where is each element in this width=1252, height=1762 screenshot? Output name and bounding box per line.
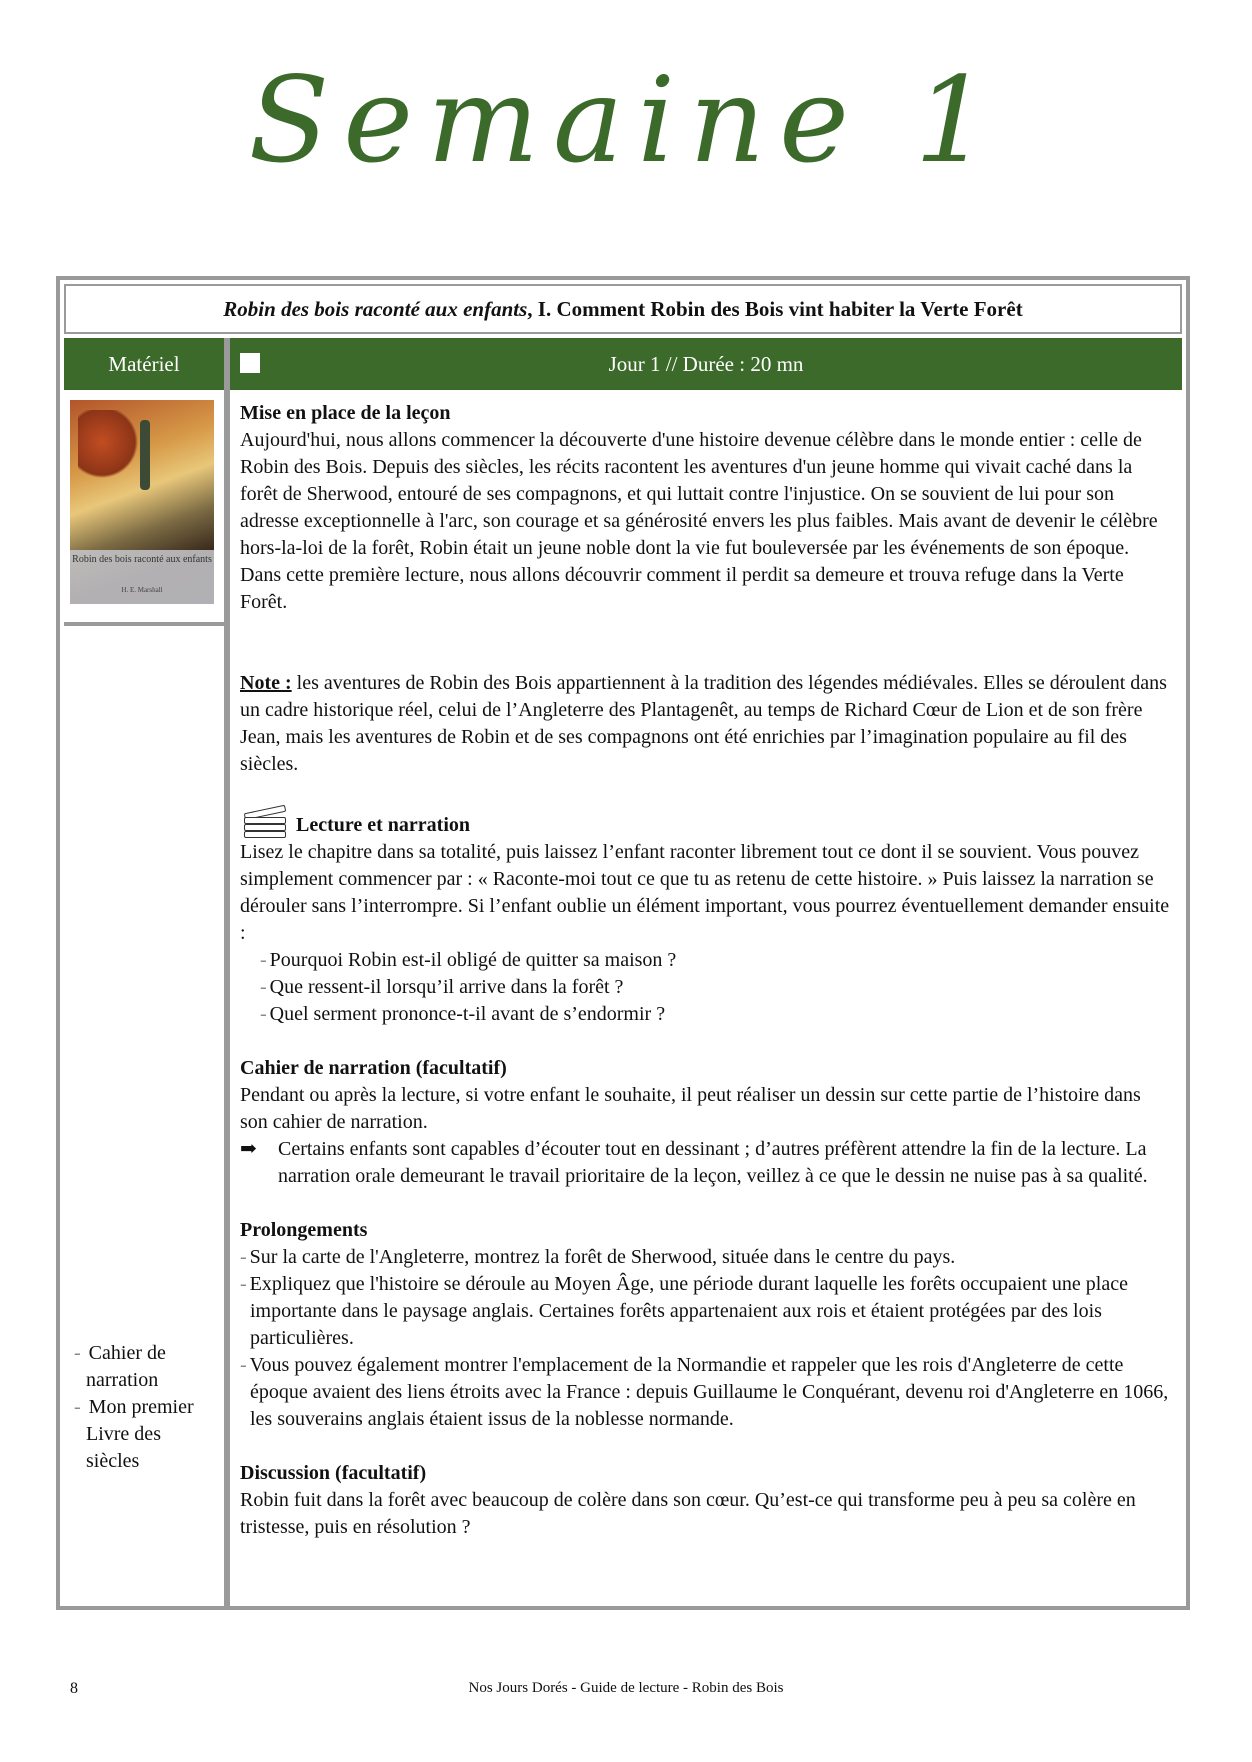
list-item: - Sur la carte de l'Angleterre, montrez la forêt de Sherwood, située dans le centre du pays. <box>240 1246 956 1268</box>
list-item: - Mon premier Livre des siècles <box>74 1396 194 1472</box>
cover-tree <box>78 410 138 490</box>
list-item: - Que ressent-il lorsqu’il arrive dans la forêt ? <box>260 976 624 998</box>
book-title: Robin des bois raconté aux enfants <box>223 297 528 321</box>
cover-archer <box>140 420 150 490</box>
section-text-mise: Aujourd'hui, nous allons commencer la découverte d'une histoire devenue célèbre dans le monde entier : celle de Robin des Bois. Depuis des siècles, les récits racontent les aventures d'un jeune homme qui vivait caché dans la forêt de Sherwood, entouré de ses compagnons, et qui luttait contre l'injustice. On se souvient de lui pour son adresse exceptionnelle à l'arc, son courage et sa générosité envers les plus faibles. Mais avant de devenir le célèbre hors-la-loi de la forêt, Robin était un jeune noble dont la vie fut bouleversée par les événements de son époque. Dans cette première lecture, nous allons découvrir comment il perdit sa demeure et trouva refuge dans la Verte Forêt. <box>240 429 1158 613</box>
cahier-note <box>240 1136 1170 1190</box>
day-header <box>230 338 1182 390</box>
list-item: - Vous pouvez également montrer l'emplacement de la Normandie et rappeler que les rois d'Angleterre de cette époque avaient des liens étroits avec la France : depuis Guillaume le Conquérant, devenu roi d'Angleterre en 1066, les souverains anglais étaient issus de la noblesse normande. <box>240 1354 1169 1430</box>
chapter-title: , I. Comment Robin des Bois vint habiter la Verte Forêt <box>527 297 1023 321</box>
column-divider <box>224 338 230 1606</box>
list-item: - Pourquoi Robin est-il obligé de quitter sa maison ? <box>260 949 677 971</box>
lesson-content <box>240 400 1170 1541</box>
section-title-cahier: Cahier de narration (facultatif) <box>240 1057 507 1079</box>
section-title-discussion: Discussion (facultatif) <box>240 1462 427 1484</box>
footer-text: Nos Jours Dorés - Guide de lecture - Robin des Bois <box>468 1680 784 1696</box>
section-title-lecture: Lecture et narration <box>240 805 1170 839</box>
chapter-header <box>64 284 1182 334</box>
list-item: - Cahier de narration <box>74 1342 166 1391</box>
list-item: - Quel serment prononce-t-il avant de s’endormir ? <box>260 1003 666 1025</box>
cahier-note-text: Certains enfants sont capables d’écouter tout en dessinant ; d’autres préfèrent attendre la fin de la lecture. La narration orale demeurant le travail prioritaire de la leçon, veillez à ce que le dessin ne nuise pas à sa qualité. <box>278 1138 1148 1187</box>
page-title: Semaine 1 <box>248 51 1004 189</box>
page-number: 8 <box>70 1680 78 1697</box>
note-text: les aventures de Robin des Bois appartiennent à la tradition des légendes médiévales. Elles se déroulent dans un cadre historique réel, celui de l’Angleterre des Plantagenêt, au temps de Richard Cœur de Lion et de son frère Jean, mais les aventures de Robin et de ses compagnons ont été enrichies par l’imagination populaire au fil des siècles. <box>240 672 1167 775</box>
note-paragraph <box>240 670 1170 778</box>
section-title-mise: Mise en place de la leçon <box>240 402 451 424</box>
cover-title: Robin des bois raconté aux enfants <box>70 550 214 586</box>
materials-header: Matériel <box>64 338 224 390</box>
checkbox-icon[interactable] <box>240 353 260 373</box>
book-cover-image <box>70 400 214 604</box>
day-duration: Jour 1 // Durée : 20 mn <box>608 352 804 376</box>
lesson-table <box>56 276 1190 1610</box>
section-text-lecture: Lisez le chapitre dans sa totalité, puis laissez l’enfant raconter librement tout ce dont il se souvient. Vous pouvez simplement commencer par : « Raconte-moi tout ce que tu as retenu de cette histoire. » Puis laissez la narration se dérouler sans l’interrompre. Si l’enfant oublie un élément important, vous pourrez éventuellement demander ensuite : <box>240 841 1170 944</box>
section-text-discussion: Robin fuit dans la forêt avec beaucoup de colère dans son cœur. Qu’est-ce qui transforme peu à peu sa colère en tristesse, puis en résolution ? <box>240 1489 1136 1538</box>
arrow-right-icon: ➡ <box>240 1138 257 1160</box>
cover-author: H. E. Marshall <box>70 586 214 604</box>
cover-cell <box>64 394 224 626</box>
note-label: Note : <box>240 672 292 694</box>
list-item: - Expliquez que l'histoire se déroule au Moyen Âge, une période durant laquelle les forêts occupaient une place importante dans le paysage anglais. Certaines forêts appartenaient aux rois et étaient protégées par des lois particulières. <box>240 1273 1128 1349</box>
materials-list <box>68 1340 218 1475</box>
section-title-prolong: Prolongements <box>240 1219 368 1241</box>
books-icon <box>240 805 292 839</box>
section-text-cahier: Pendant ou après la lecture, si votre enfant le souhaite, il peut réaliser un dessin sur cette partie de l’histoire dans son cahier de narration. <box>240 1084 1141 1133</box>
